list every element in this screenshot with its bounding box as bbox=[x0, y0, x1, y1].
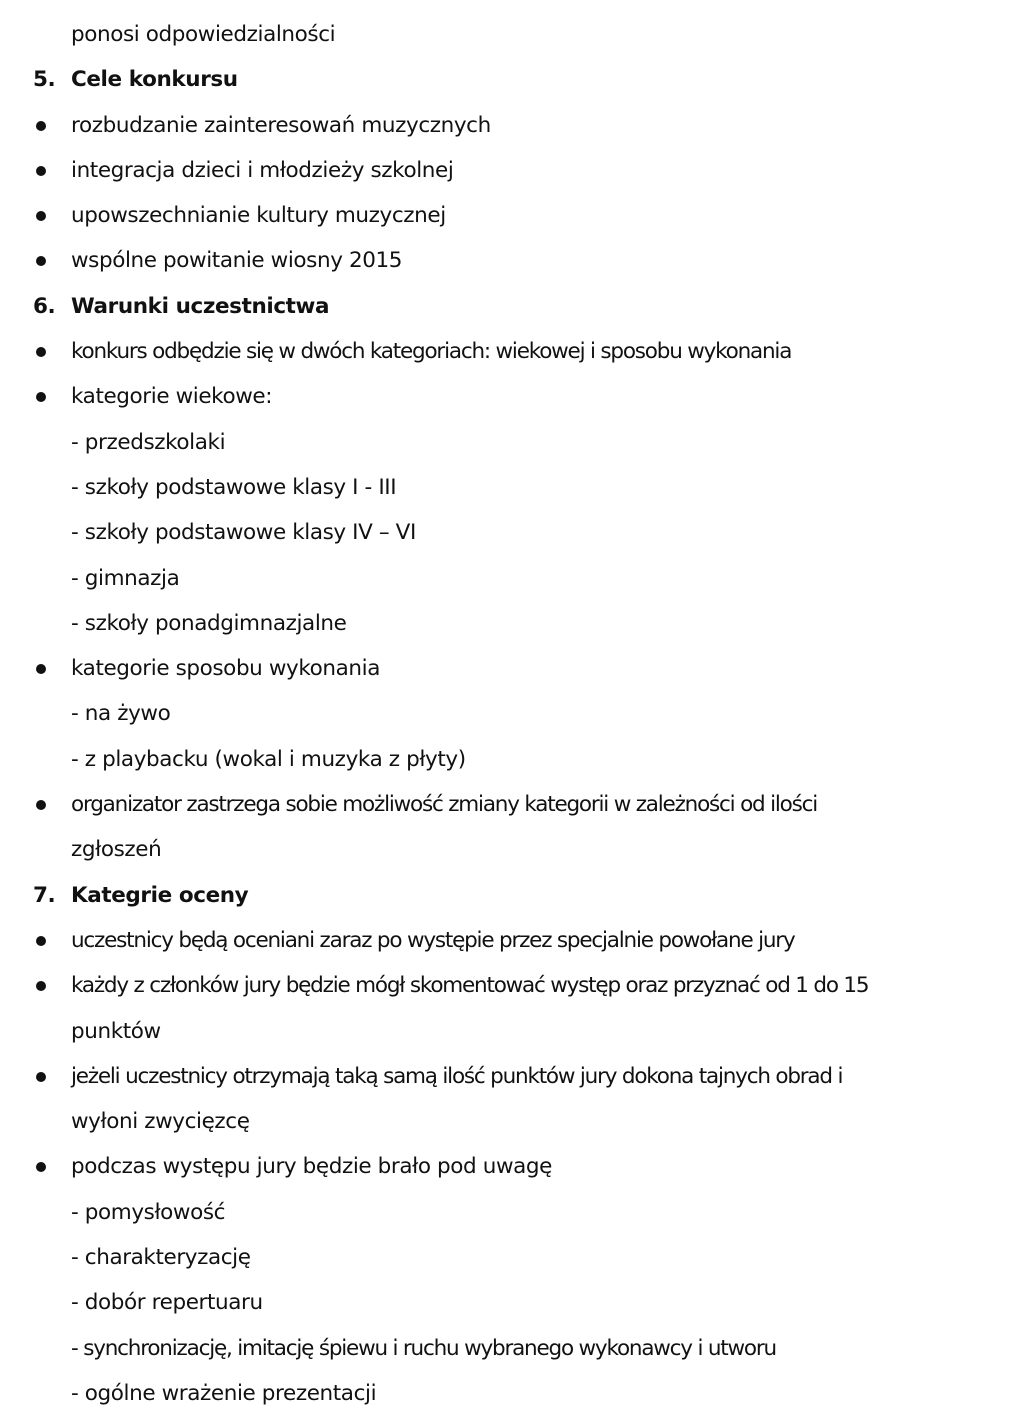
paragraph-continuation bbox=[0, 12, 1018, 57]
list-item bbox=[0, 918, 1018, 963]
sub-item bbox=[0, 510, 1018, 555]
list-item bbox=[0, 782, 1018, 827]
list-item-text: punktów bbox=[71, 1018, 161, 1044]
list-item-text: kategorie sposobu wykonania bbox=[71, 656, 380, 682]
list-item-text: rozbudzanie zainteresowań muzycznych bbox=[71, 112, 491, 138]
sub-item bbox=[0, 1280, 1018, 1325]
sub-item-text: - na żywo bbox=[71, 701, 171, 727]
section-title: Warunki uczestnictwa bbox=[71, 293, 330, 319]
list-item-text: organizator zastrzega sobie możliwość zmiany kategorii w zależności od ilości bbox=[71, 792, 818, 818]
list-item bbox=[0, 646, 1018, 691]
bullet-icon bbox=[36, 121, 46, 131]
sub-item bbox=[0, 465, 1018, 510]
list-item bbox=[0, 1144, 1018, 1189]
list-item bbox=[0, 1054, 1018, 1099]
list-item-continuation bbox=[0, 1009, 1018, 1054]
sub-item-text: - przedszkolaki bbox=[71, 429, 226, 455]
sub-item-text: - gimnazja bbox=[71, 565, 180, 591]
sub-item-text: - dobór repertuaru bbox=[71, 1290, 263, 1316]
section-heading-5 bbox=[0, 57, 1018, 102]
continuation-text: ponosi odpowiedzialności bbox=[71, 22, 336, 47]
bullet-icon bbox=[36, 347, 46, 357]
list-item bbox=[0, 103, 1018, 148]
list-item-text: wyłoni zwycięzcę bbox=[71, 1109, 250, 1135]
list-item-text: integracja dzieci i młodzieży szkolnej bbox=[71, 157, 454, 183]
bullet-icon bbox=[36, 256, 46, 266]
sub-item bbox=[0, 420, 1018, 465]
list-item-text: uczestnicy będą oceniani zaraz po występie przez specjalnie powołane jury bbox=[71, 927, 795, 953]
section-number: 5. bbox=[33, 67, 56, 93]
list-item-text: konkurs odbędzie się w dwóch kategoriach: wiekowej i sposobu wykonania bbox=[71, 339, 792, 365]
bullet-icon bbox=[36, 981, 46, 991]
list-item-text: upowszechnianie kultury muzycznej bbox=[71, 203, 446, 229]
section-number: 6. bbox=[33, 293, 56, 319]
sub-item-text: - szkoły ponadgimnazjalne bbox=[71, 610, 347, 636]
list-item bbox=[0, 148, 1018, 193]
section-heading-7 bbox=[0, 873, 1018, 918]
section-title: Cele konkursu bbox=[71, 67, 238, 93]
bullet-icon bbox=[36, 166, 46, 176]
sub-item-text: - z playbacku (wokal i muzyka z płyty) bbox=[71, 746, 466, 772]
list-item-text: wspólne powitanie wiosny 2015 bbox=[71, 248, 403, 274]
bullet-icon bbox=[36, 1072, 46, 1082]
list-item bbox=[0, 374, 1018, 419]
list-item-continuation bbox=[0, 1099, 1018, 1144]
list-item bbox=[0, 238, 1018, 283]
list-item bbox=[0, 193, 1018, 238]
sub-item bbox=[0, 1371, 1018, 1416]
sub-item-text: - szkoły podstawowe klasy I - III bbox=[71, 474, 397, 500]
sub-item bbox=[0, 737, 1018, 782]
list-item bbox=[0, 329, 1018, 374]
document-page bbox=[0, 12, 1018, 1416]
list-item-text: podczas występu jury będzie brało pod uwagę bbox=[71, 1154, 552, 1180]
section-number: 7. bbox=[33, 882, 56, 908]
list-item bbox=[0, 963, 1018, 1008]
list-item-text: każdy z członków jury będzie mógł skomentować występ oraz przyznać od 1 do 15 bbox=[71, 973, 869, 999]
bullet-icon bbox=[36, 392, 46, 402]
sub-item bbox=[0, 1235, 1018, 1280]
bullet-icon bbox=[36, 1162, 46, 1172]
sub-item-text: - szkoły podstawowe klasy IV – VI bbox=[71, 520, 416, 546]
bullet-icon bbox=[36, 664, 46, 674]
sub-item bbox=[0, 691, 1018, 736]
sub-item-text: - charakteryzację bbox=[71, 1245, 251, 1271]
sub-item-text: - ogólne wrażenie prezentacji bbox=[71, 1380, 377, 1406]
section-title: Kategrie oceny bbox=[71, 882, 249, 908]
sub-item bbox=[0, 556, 1018, 601]
sub-item bbox=[0, 1326, 1018, 1371]
sub-item bbox=[0, 601, 1018, 646]
bullet-icon bbox=[36, 936, 46, 946]
sub-item-text: - synchronizację, imitację śpiewu i ruchu wybranego wykonawcy i utworu bbox=[71, 1335, 776, 1361]
list-item-continuation bbox=[0, 827, 1018, 872]
sub-item bbox=[0, 1190, 1018, 1235]
section-heading-6 bbox=[0, 284, 1018, 329]
list-item-text: kategorie wiekowe: bbox=[71, 384, 273, 410]
bullet-icon bbox=[36, 211, 46, 221]
bullet-icon bbox=[36, 800, 46, 810]
sub-item-text: - pomysłowość bbox=[71, 1199, 226, 1225]
list-item-text: zgłoszeń bbox=[71, 837, 162, 863]
list-item-text: jeżeli uczestnicy otrzymają taką samą ilość punktów jury dokona tajnych obrad i bbox=[71, 1063, 843, 1089]
